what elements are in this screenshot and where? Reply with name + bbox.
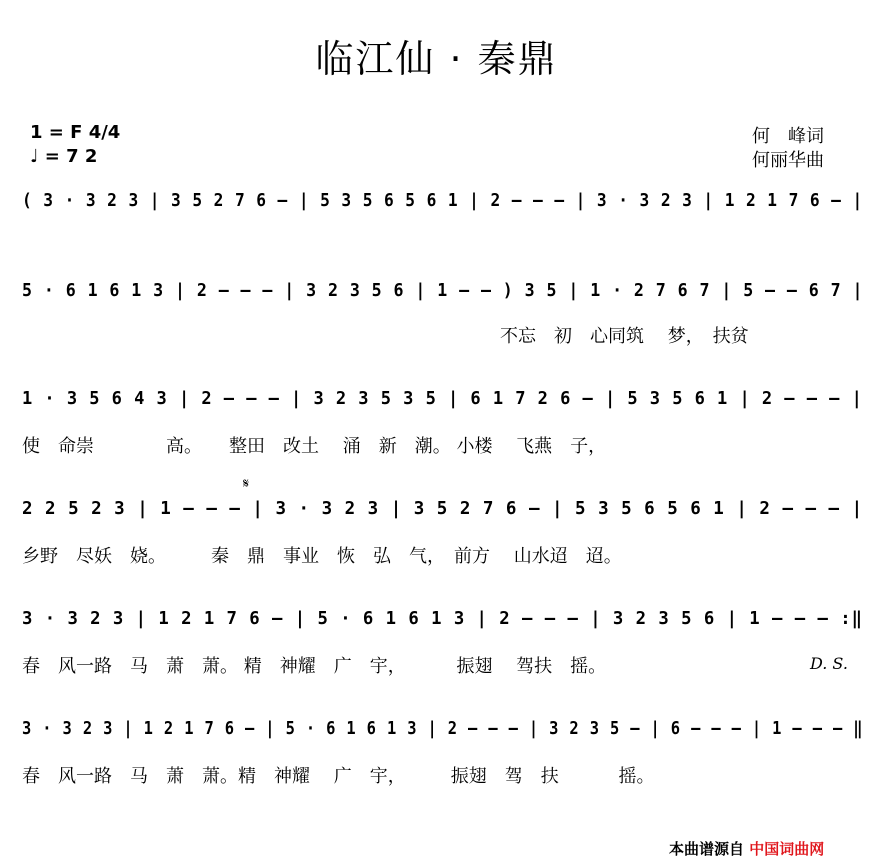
tempo-marking: ♩ = 7 2: [30, 146, 98, 167]
lyrics-line-6: 春 风一路 马 萧 萧。精 神耀 广 宇， 振翅 驾 扶 摇。: [22, 766, 655, 787]
footer-site[interactable]: 中国词曲网: [749, 840, 825, 858]
notation-line-6: 3 · 3 2 3 | 1 2 1 7 6 — | 5 · 6 1 6 1 3 | 2 — — — | 3 2 3 5 — | 6 — — — | 1 — — — ‖: [22, 718, 864, 739]
key-signature: 1 = F 4/4: [30, 122, 121, 143]
notation-line-1: ( 3 · 3 2 3 | 3 5 2 7 6 — | 5 3 5 6 5 6 1 | 2 — — — | 3 · 3 2 3 | 1 2 1 7 6 — |: [22, 190, 864, 211]
notation-line-5: 3 · 3 2 3 | 1 2 1 7 6 — | 5 · 6 1 6 1 3 | 2 — — — | 3 2 3 5 6 | 1 — — — :‖: [22, 608, 863, 629]
segno-sign: 𝄋: [243, 476, 250, 492]
notation-line-2: 5 · 6 1 6 1 3 | 2 — — — | 3 2 3 5 6 | 1 — — ) 3 5 | 1 · 2 7 6 7 | 5 — — 6 7 |: [22, 280, 864, 301]
composer-credit: 何丽华曲: [752, 150, 824, 171]
lyricist-credit: 何 峰词: [752, 126, 824, 147]
ds-marking: D. S.: [810, 654, 848, 673]
notation-line-4: 2 2 5 2 3 | 1 — — — | 3 · 3 2 3 | 3 5 2 7 6 — | 5 3 5 6 5 6 1 | 2 — — — |: [22, 498, 864, 519]
lyrics-line-3: 使 命崇 高。 整田 改土 涌 新 潮。 小楼 飞燕 子，: [22, 436, 607, 457]
lyrics-line-5: 春 风一路 马 萧 萧。 精 神耀 广 宇， 振翅 驾扶 摇。: [22, 656, 607, 677]
lyrics-line-2: 不忘 初 心同筑 梦， 扶贫: [500, 326, 749, 347]
source-footer: [669, 838, 824, 859]
notation-line-3: 1 · 3 5 6 4 3 | 2 — — — | 3 2 3 5 3 5 | 6 1 7 2 6 — | 5 3 5 6 1 | 2 — — — |: [22, 388, 863, 409]
song-title: 临江仙 · 秦鼎: [315, 37, 558, 81]
footer-label: 本曲谱源自: [669, 840, 745, 858]
lyrics-line-4: 乡野 尽妖 娆。 秦 鼎 事业 恢 弘 气， 前方 山水迢 迢。: [22, 546, 622, 567]
